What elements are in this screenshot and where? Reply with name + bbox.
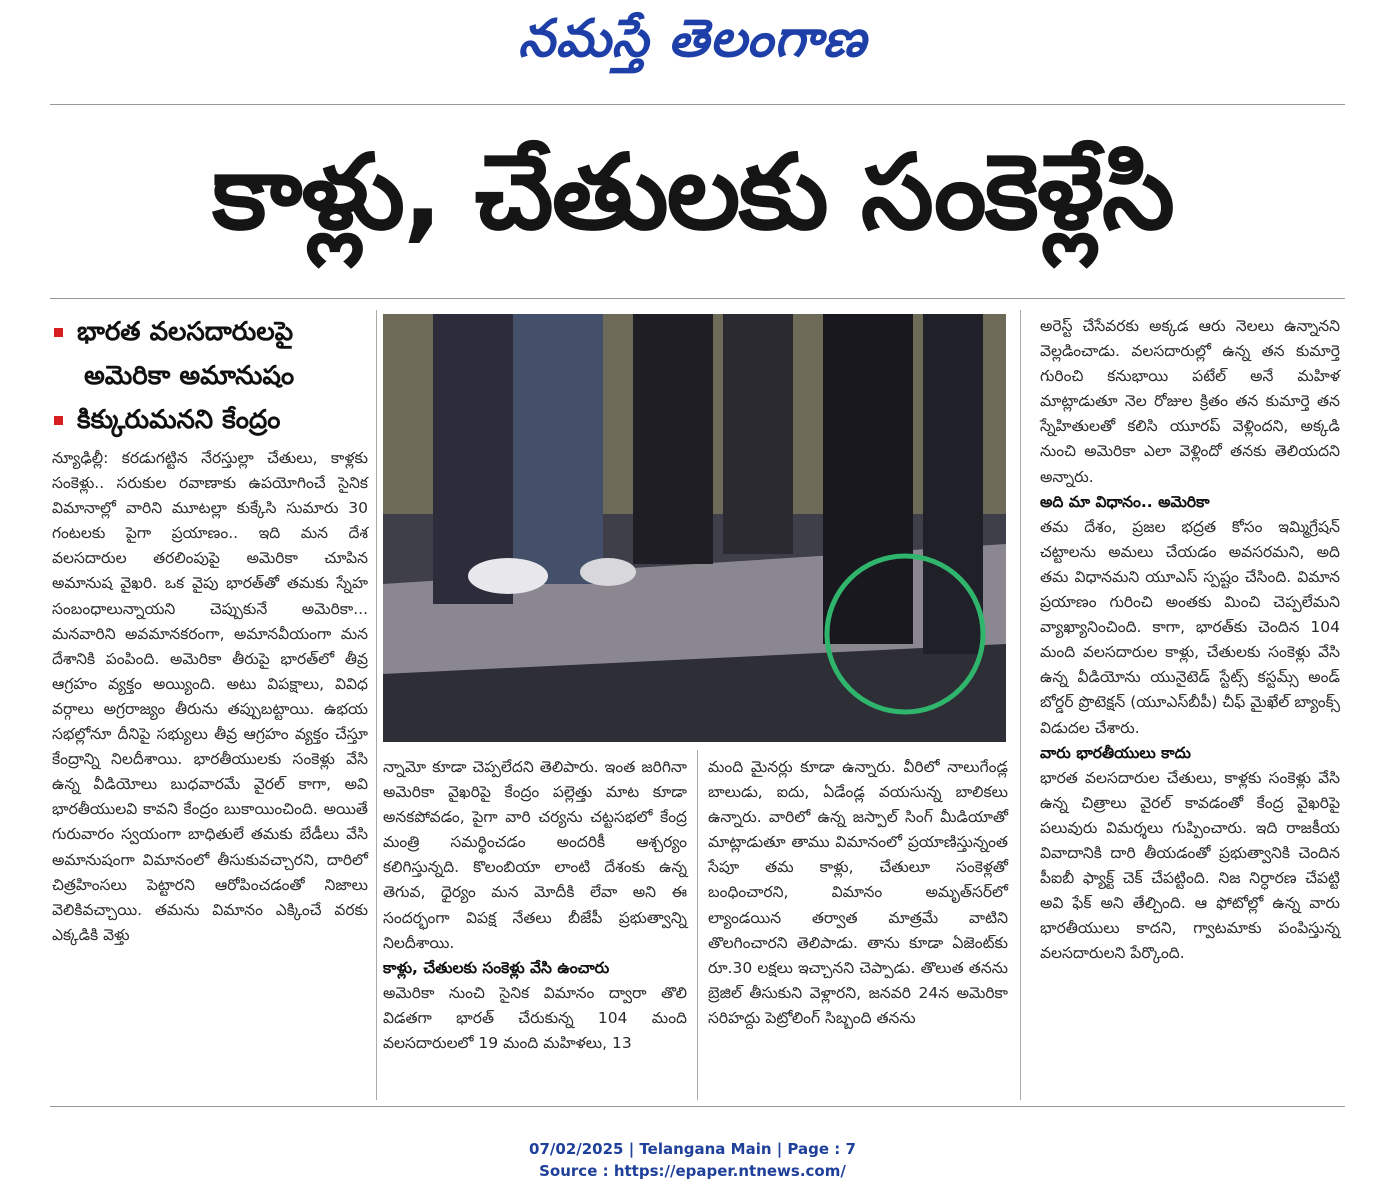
column-3-text: మంది మైనర్లు కూడా ఉన్నారు. వీరిలో నాలుగేండ్ల బాలుడు, ఐదు, ఏడేండ్ల వయసున్న బాలికలు ఉన్నారు. వారిలో ఉన్న జస్పాల్ సింగ్ మీడియాతో మాట్లాడుతూ తాము విమానంలో ప్రయాణిస్తున్నంత సేపూ తమ కాళ్లు, చేతులూ సంకెళ్లతో బంధించారని, విమానం అమృత్‌సర్‌లో ల్యాండయిన తర్వాత మాత్రమే వాటిని తొలగించారని తెలిపాడు. తాను కూడా ఏజెంట్‌కు రూ.30 లక్షలు ఇచ్చానని చెప్పాడు. తొలుత తనను బ్రెజిల్ తీసుకుని వెళ్లారని, జనవరి 24న అమెరికా సరిహద్దు పెట్రోలింగ్ సిబ్బంది తనను [708, 758, 1008, 1027]
bullet-2-text: కిక్కురుమనని కేంద్రం [77, 405, 281, 435]
column-2-text: న్నామో కూడా చెప్పలేదని తెలిపారు. ఇంత జరిగినా అమెరికా వైఖరిపై కేంద్రం పల్లెత్తు మాట కూడా అనకపోవడం, పైగా వారి చర్యను చట్టసభలో కేంద్ర మంత్రి సమర్థించడం అందరికీ ఆశ్చర్యం కలిగిస్తున్నది. కొలంబియా లాంటి దేశంకు ఉన్న తెగువ, ధైర్యం మన మోదీకి లేవా అని ఈ సందర్భంగా విపక్ష నేతలు బీజేపీ ప్రభుత్వాన్ని నిలదీశాయి. [383, 758, 687, 952]
column-2-subhead: కాళ్లు, చేతులకు సంకెళ్లు వేసి ఉంచారు [383, 958, 610, 977]
newspaper-masthead: నమస్తే తెలంగాణ [518, 8, 867, 69]
bullet-1 [52, 310, 372, 354]
news-photo [383, 314, 1006, 742]
bottom-rule [50, 1106, 1345, 1107]
article-column-3 [708, 755, 1008, 1085]
bullet-2 [52, 398, 372, 442]
headline-rule [50, 298, 1345, 299]
column-4-text-c: భారత వలసదారుల చేతులు, కాళ్లకు సంకెళ్లు వేసి ఉన్న చిత్రాలు వైరల్ కావడంతో కేంద్ర వైఖరిపై పలువురు విమర్శలు గుప్పించారు. ఇది రాజకీయ వివాదానికి దారి తీయడంతో ప్రభుత్వానికి చెందిన పీఐబీ ఫ్యాక్ట్ చెక్ చేపట్టింది. నిజ నిర్ధారణ చేపట్టి అవి ఫేక్ అని తేల్చింది. ఆ ఫోటోల్లో ఉన్న వారు భారతీయులు కాదని, గ్వాటమాకు పంపిస్తున్న వలసదారులని పేర్కొంది. [1040, 768, 1340, 963]
column-2-text-b: అమెరికా నుంచి సైనిక విమానం ద్వారా తొలి విడతగా భారత్ చేరుకున్న 104 మంది వలసదారులలో 19 మంది మహిళలు, 13 [383, 983, 687, 1053]
photo-legs-shackled [383, 314, 1006, 742]
footer-date-line: 07/02/2025 | Telangana Main | Page : 7 [529, 1140, 856, 1158]
bullet-marker [54, 416, 63, 425]
bullet-1-cont [52, 354, 372, 398]
column-divider [1020, 310, 1021, 1100]
footer-source-line: Source : https://epaper.ntnews.com/ [539, 1162, 846, 1180]
column-divider [376, 310, 377, 1100]
article-headline: కాళ్లు, చేతులకు సంకెళ్లేసి [212, 131, 1173, 253]
top-rule [50, 104, 1345, 105]
article-column-1 [52, 446, 368, 1086]
column-4-text-a: అరెస్ట్ చేసేవరకు అక్కడ ఆరు నెలలు ఉన్నానని వెల్లడించాడు. వలసదారుల్లో ఉన్న తన కుమార్తె గురించి కనుభాయి పటేల్ అనే మహిళ మాట్లాడుతూ నెల రోజుల క్రితం తన కుమార్తె తన స్నేహితులతో కలిసి యూరప్ వెళ్లిందని, అక్కడి నుంచి అమెరికా ఎలా వెళ్లిందో తనకు తెలియదని అన్నారు. [1040, 317, 1340, 486]
column-4-text-b: తమ దేశం, ప్రజల భద్రత కోసం ఇమ్మిగ్రేషన్ చట్టాలను అమలు చేయడం అవసరమని, అది తమ విధానమని యూఎస్ స్పష్టం చేసింది. విమాన ప్రయాణం గురించి అంతకు మించి చెప్పలేమని వ్యాఖ్యానించింది. కాగా, భారత్‌కు చెందిన 104 మంది వలసదారుల కాళ్లు, చేతులకు సంకెళ్లు వేసి ఉన్న వీడియోను యునైటెడ్ స్టేట్స్ కస్టమ్స్ అండ్ బోర్డర్ ప్రొటెక్షన్ (యూఎస్‌బీపీ) చీఫ్ మైఖేల్ బ్యాంక్స్ విడుదల చేశారు. [1040, 517, 1340, 737]
column-divider [697, 750, 698, 1100]
summary-bullets [52, 310, 372, 442]
column-4-subhead-2: వారు భారతీయులు కాదు [1040, 743, 1191, 762]
bullet-1-line2: అమెరికా అమానుషం [84, 361, 295, 391]
column-4-subhead-1: అది మా విధానం.. అమెరికా [1040, 492, 1210, 511]
article-column-4 [1040, 314, 1340, 1084]
bullet-marker [54, 328, 63, 337]
column-1-text: న్యూఢిల్లీ: కరడుగట్టిన నేరస్తుల్లా చేతులు, కాళ్లకు సంకెళ్లు.. సరుకుల రవాణాకు ఉపయోగించే సైనిక విమానాల్లో వారిని మూటల్లా కుక్కేసి సుమారు 30 గంటలకు పైగా ప్రయాణం.. ఇది మన దేశ వలసదారుల తరలింపుపై అమెరికా చూపిన అమానుష వైఖరి. ఒక వైపు భారత్‌తో తమకు స్నేహ సంబంధాలున్నాయని చెప్పుకునే అమెరికా... మనవారిని అవమానకరంగా, అమానవీయంగా మన దేశానికి పంపింది. అమెరికా తీరుపై భారత్‌లో తీవ్ర ఆగ్రహం వ్యక్తం అయ్యింది. అటు విపక్షాలు, వివిధ వర్గాలు అగ్రరాజ్యం తీరును తప్పుబట్టాయి. ఉభయ సభల్లోనూ దీనిపై సభ్యులు తీవ్ర ఆగ్రహం వ్యక్తం చేస్తూ కేంద్రాన్ని నిలదీశాయి. భారతీయులకు సంకెళ్లు వేసి ఉన్న వీడియోలు బుధవారమే వైరల్ కాగా, అవి భారతీయులవి కావని కేంద్రం బుకాయించింది. అయితే గురువారం స్వయంగా బాధితులే తమకు బేడీలు వేసి అమానుషంగా విమానంలో తీసుకువచ్చారని, దారిలో చిత్రహింసలు పెట్టారని ఆరోపించడంతో నిజాలు వెలికివచ్చాయి. తమను విమానం ఎక్కించే వరకు ఎక్కడికి వెళ్తు [52, 449, 368, 944]
article-column-2 [383, 755, 687, 1085]
bullet-1-line1: భారత వలసదారులపై [77, 317, 294, 347]
